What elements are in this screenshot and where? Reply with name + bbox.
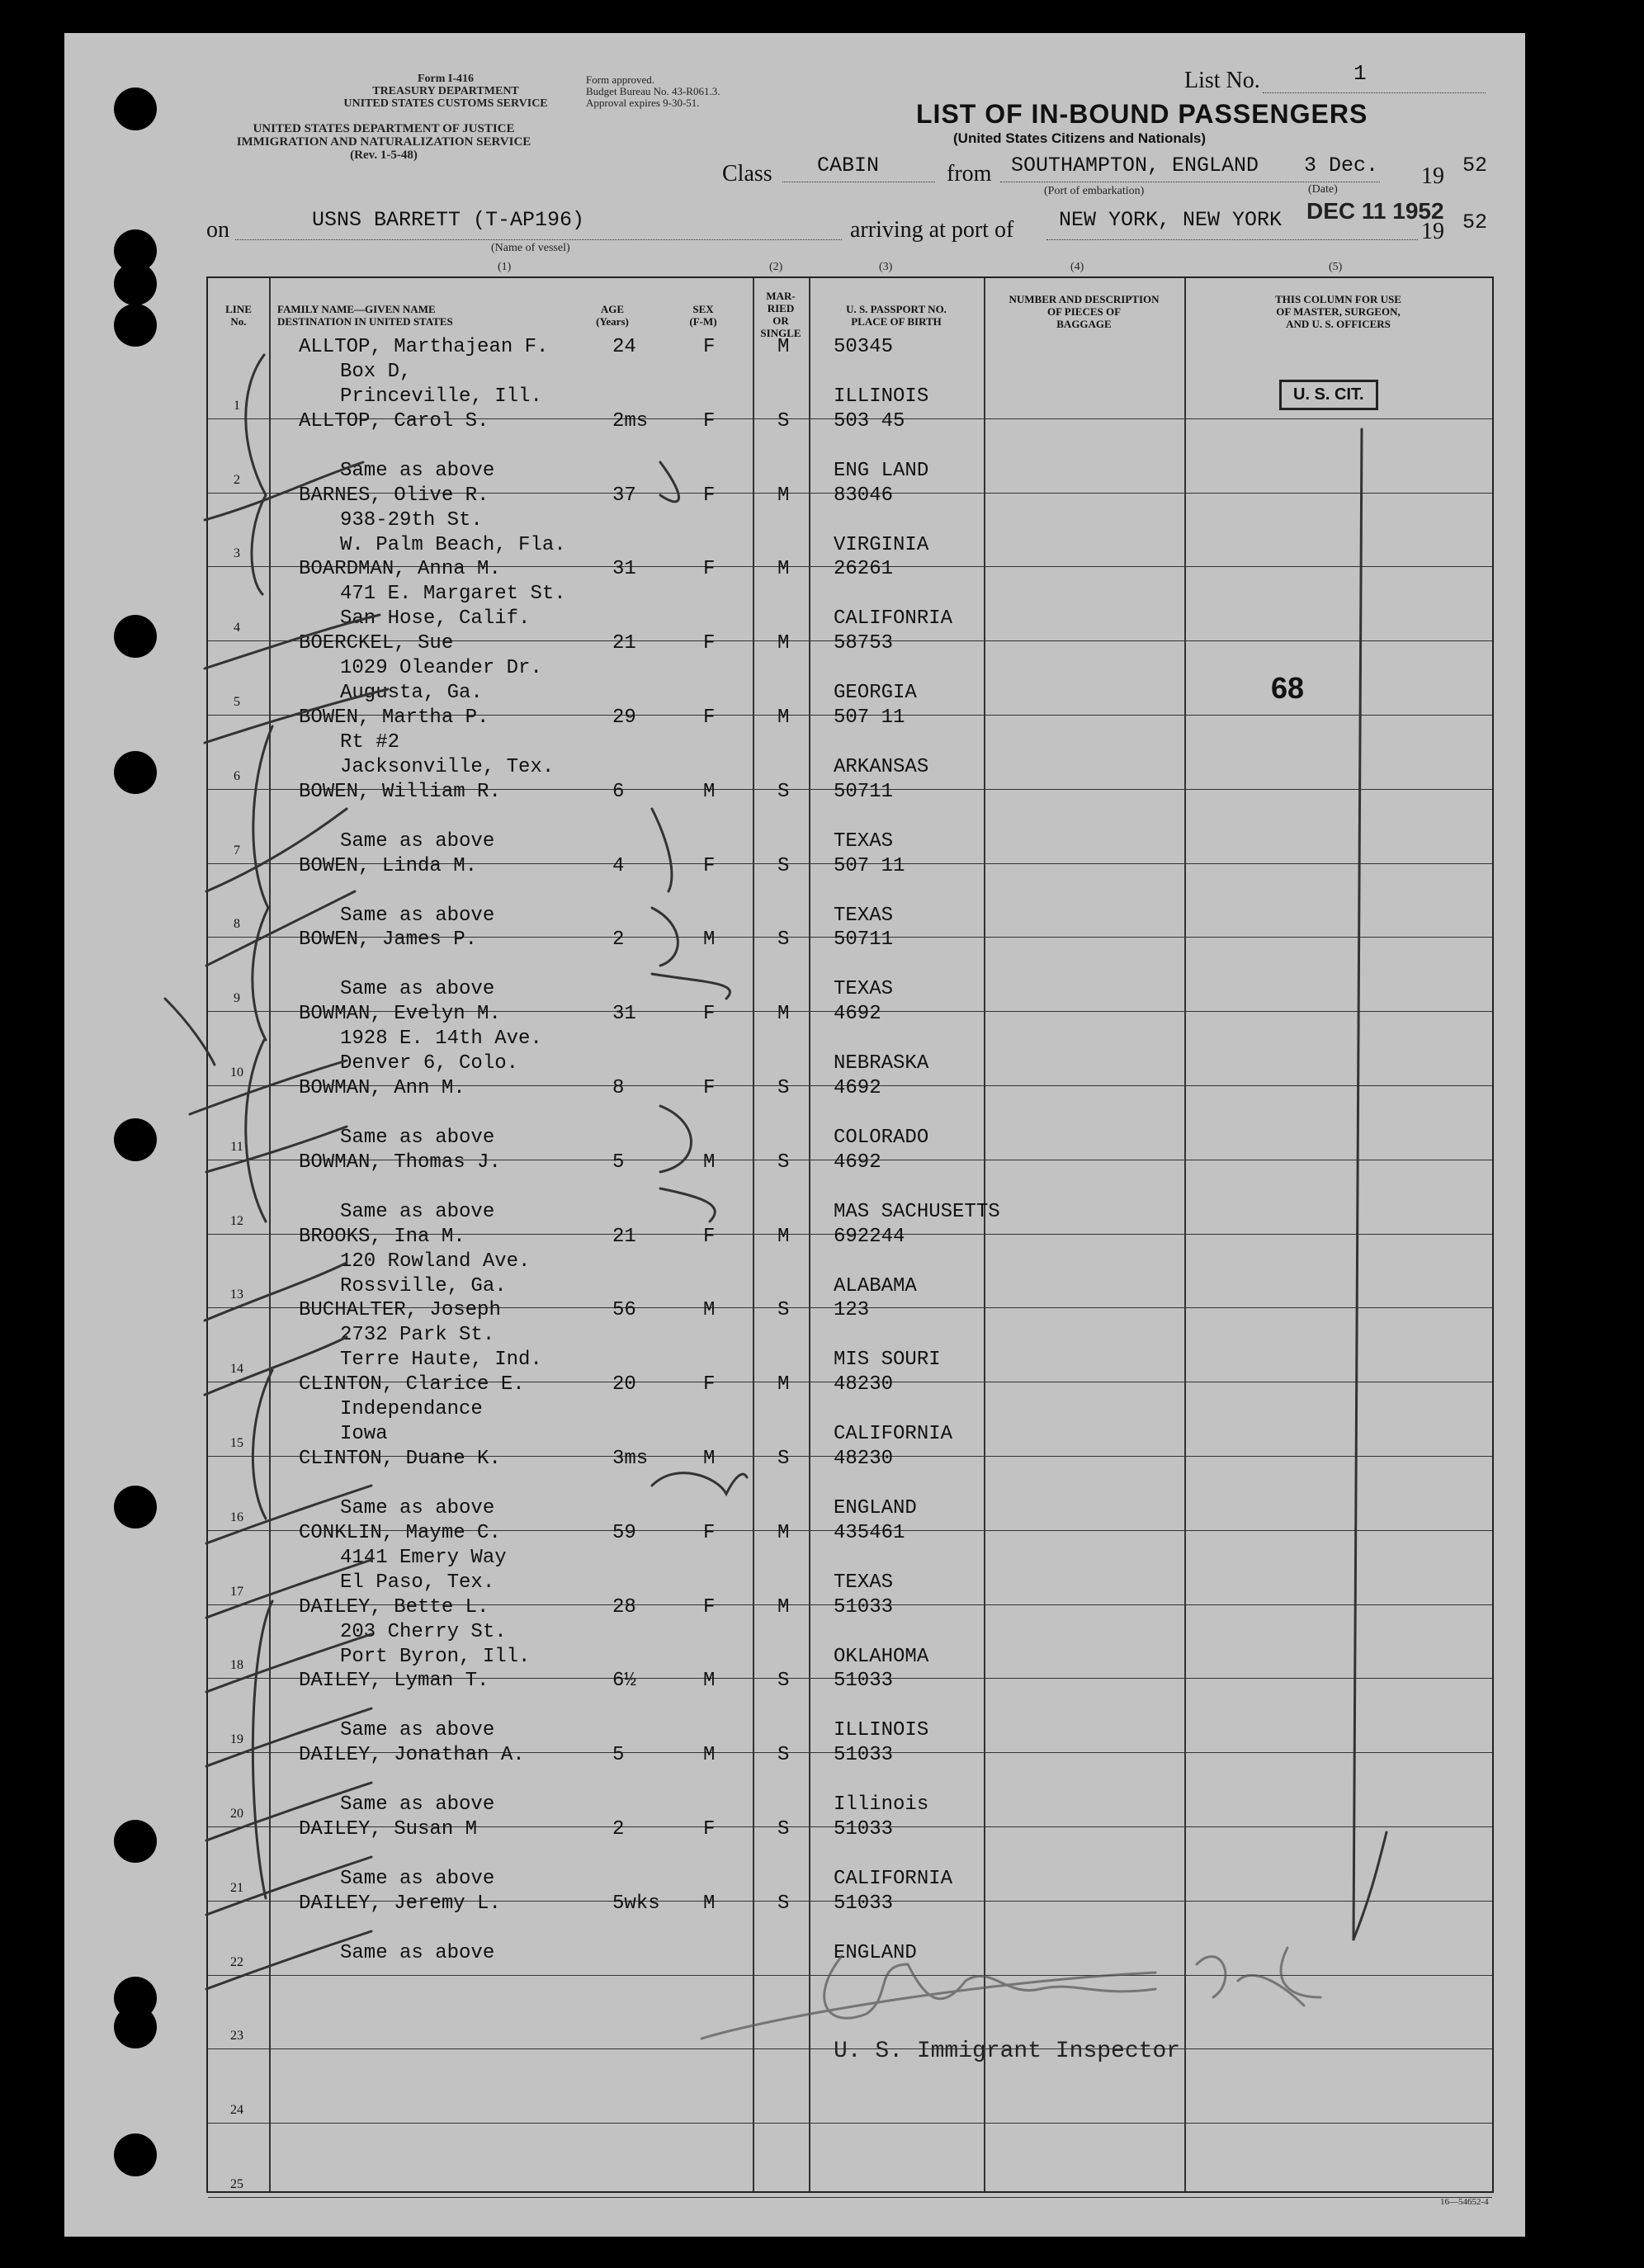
on-label: on: [206, 217, 229, 243]
document-title: LIST OF IN-BOUND PASSENGERS: [916, 99, 1368, 129]
list-no-value: 1: [1353, 61, 1367, 86]
age-value: 2ms: [612, 409, 649, 432]
initial-mark: [660, 462, 679, 502]
line-number: 22: [230, 1954, 243, 1969]
sex-value: F: [703, 1818, 716, 1840]
port-caption: (Port of embarkation): [1044, 185, 1145, 197]
place-of-birth: CALIFORNIA: [834, 1868, 953, 1890]
line-number: 6: [234, 768, 240, 783]
marital-status: M: [777, 632, 790, 655]
check-stroke: [205, 1263, 347, 1321]
budget-bureau: Budget Bureau No. 43-R061.3.: [586, 85, 720, 97]
passport-number: 51033: [834, 1892, 894, 1915]
sex-value: F: [703, 336, 716, 358]
check-stroke: [165, 999, 215, 1065]
marital-status: S: [777, 409, 790, 432]
passport-number: 51033: [834, 1595, 894, 1618]
initial-mark: [652, 1473, 747, 1494]
address-line: Same as above: [340, 1868, 495, 1890]
date-caption: (Date): [1308, 183, 1338, 196]
sex-value: M: [703, 928, 716, 952]
place-of-birth: TEXAS: [834, 1571, 894, 1594]
passenger-name: BOARDMAN, Anna M.: [299, 558, 501, 581]
marital-status: M: [777, 1225, 790, 1248]
age-value: 31: [612, 558, 636, 581]
check-stroke: [206, 1634, 371, 1692]
sex-value: F: [703, 558, 716, 581]
vertical-line: [1353, 429, 1362, 1940]
place-of-birth: CALIFORNIA: [834, 1423, 953, 1446]
list-no-label: List No.: [1184, 68, 1260, 93]
passenger-name: BOWEN, Martha P.: [299, 706, 489, 729]
address-line: Same as above: [340, 829, 495, 853]
address-line: Same as above: [340, 1497, 495, 1519]
line-number: 15: [230, 1436, 243, 1450]
pen-bracket: [253, 1370, 272, 1519]
passport-number: 50711: [834, 780, 894, 803]
port-of-embarkation: SOUTHAMPTON, ENGLAND: [1011, 154, 1259, 177]
col-num-5: (5): [1329, 261, 1343, 273]
marital-status: S: [777, 1670, 790, 1693]
col-head-married: MAR- RIED OR SINGLE: [760, 290, 801, 339]
passenger-count: 68: [1271, 671, 1305, 705]
address-line: Same as above: [340, 1127, 495, 1149]
address-line: 1928 E. 14th Ave.: [340, 1028, 542, 1051]
place-of-birth: ILLINOIS: [834, 1719, 929, 1742]
age-value: 4: [612, 854, 625, 877]
initial-mark: [652, 809, 730, 999]
address-line: Same as above: [340, 1793, 495, 1817]
col-num-2: (2): [769, 261, 783, 273]
passport-number: 507 11: [834, 854, 905, 877]
marital-status: S: [777, 1818, 790, 1840]
passenger-name: BARNES, Olive R.: [299, 484, 489, 507]
approval-expires: Approval expires 9-30-51.: [586, 97, 700, 109]
address-line: W. Palm Beach, Fla.: [340, 533, 566, 556]
address-line: Terre Haute, Ind.: [340, 1349, 542, 1372]
passenger-name: BOWMAN, Ann M.: [299, 1077, 465, 1099]
passenger-name: CONKLIN, Mayme C.: [299, 1521, 501, 1544]
marital-status: S: [777, 1077, 790, 1099]
col-head-sex: SEX (F-M): [689, 303, 717, 328]
place-of-birth: TEXAS: [834, 978, 894, 1001]
age-value: 6½: [612, 1670, 636, 1693]
revision-date: (Rev. 1-5-48): [350, 149, 418, 162]
passenger-name: BUCHALTER, Joseph: [299, 1299, 501, 1322]
passport-number: 507 11: [834, 706, 905, 729]
age-value: 21: [612, 1225, 636, 1248]
check-stroke: [205, 615, 380, 669]
passenger-name: BOWEN, James P.: [299, 928, 478, 952]
check-stroke: [206, 1486, 371, 1543]
age-value: 5: [612, 1744, 625, 1767]
passport-number: 50345: [834, 336, 894, 358]
col-head-passport: U. S. PASSPORT NO. PLACE OF BIRTH: [846, 303, 947, 328]
pen-bracket: [246, 1040, 266, 1221]
place-of-birth: TEXAS: [834, 904, 894, 927]
passport-number: 51033: [834, 1744, 894, 1767]
place-of-birth: VIRGINIA: [834, 533, 929, 556]
passport-number: 26261: [834, 558, 894, 581]
place-of-birth: TEXAS: [834, 829, 894, 853]
marital-status: M: [777, 706, 790, 729]
address-line: Rossville, Ga.: [340, 1274, 507, 1297]
age-value: 59: [612, 1521, 636, 1544]
line-number: 20: [230, 1807, 243, 1821]
age-value: 8: [612, 1077, 625, 1099]
pen-bracket: [253, 1601, 272, 1898]
check-stroke: [206, 1708, 371, 1766]
age-value: 24: [612, 336, 636, 358]
place-of-birth: COLORADO: [834, 1127, 929, 1149]
arrival-date-stamp: DEC 11 1952: [1306, 198, 1444, 224]
place-of-birth: GEORGIA: [834, 682, 917, 705]
line-number: 10: [230, 1065, 243, 1080]
line-number: 4: [234, 621, 240, 636]
passenger-name: CLINTON, Clarice E.: [299, 1373, 525, 1396]
check-stroke: [206, 1857, 371, 1915]
address-line: Same as above: [340, 1200, 495, 1223]
check-stroke: [205, 462, 363, 520]
sex-value: M: [703, 1448, 716, 1470]
col-head-baggage: NUMBER AND DESCRIPTION OF PIECES OF BAGGAGE: [1009, 293, 1160, 330]
address-line: Iowa: [340, 1423, 388, 1446]
line-number: 14: [230, 1362, 243, 1377]
passenger-name: ALLTOP, Carol S.: [299, 409, 489, 432]
place-of-birth: ILLINOIS: [834, 385, 929, 408]
address-line: 2732 Park St.: [340, 1324, 495, 1347]
address-line: Denver 6, Colo.: [340, 1052, 519, 1075]
sex-value: M: [703, 1670, 716, 1693]
sex-value: M: [703, 1151, 716, 1174]
passport-number: 58753: [834, 632, 894, 655]
doj-title: UNITED STATES DEPARTMENT OF JUSTICE: [253, 122, 515, 135]
sex-value: M: [703, 1744, 716, 1767]
arrival-year: 52: [1462, 210, 1488, 234]
passport-number: 692244: [834, 1225, 905, 1248]
passenger-name: BOWEN, Linda M.: [299, 854, 478, 877]
line-number: 1: [234, 398, 240, 413]
line-number: 3: [234, 546, 240, 561]
age-value: 31: [612, 1003, 636, 1026]
age-value: 2: [612, 1818, 625, 1840]
passport-number: 4692: [834, 1151, 881, 1174]
passport-number: 4692: [834, 1077, 881, 1099]
class-value: CABIN: [817, 154, 880, 177]
passenger-name: DAILEY, Bette L.: [299, 1595, 489, 1618]
sex-value: F: [703, 1373, 716, 1396]
line-number: 5: [234, 695, 240, 709]
us-citizen-stamp: U. S. CIT.: [1279, 380, 1378, 410]
vertical-line: [1353, 1832, 1387, 1940]
sex-value: F: [703, 632, 716, 655]
address-line: 938-29th St.: [340, 508, 483, 532]
address-line: 4141 Emery Way: [340, 1546, 507, 1569]
passport-number: 48230: [834, 1373, 894, 1396]
address-line: Princeville, Ill.: [340, 385, 542, 408]
vessel-caption: (Name of vessel): [491, 242, 570, 254]
place-of-birth: NEBRASKA: [834, 1052, 929, 1075]
passport-number: 503 45: [834, 409, 905, 432]
age-value: 20: [612, 1373, 636, 1396]
arrival-port: NEW YORK, NEW YORK: [1059, 208, 1283, 232]
place-of-birth: ARKANSAS: [834, 756, 929, 778]
marital-status: M: [777, 1003, 790, 1026]
passenger-name: CLINTON, Duane K.: [299, 1448, 501, 1470]
place-of-birth: ENGLAND: [834, 1941, 917, 1964]
address-line: Port Byron, Ill.: [340, 1645, 531, 1668]
departure-date: 3 Dec.: [1304, 154, 1379, 177]
sex-value: F: [703, 1003, 716, 1026]
age-value: 5wks: [612, 1892, 660, 1915]
marital-status: S: [777, 1151, 790, 1174]
marital-status: S: [777, 854, 790, 877]
passenger-name: BOERCKEL, Sue: [299, 632, 454, 655]
line-number: 13: [230, 1288, 243, 1302]
marital-status: M: [777, 1373, 790, 1396]
place-of-birth: ENG LAND: [834, 459, 929, 482]
line-number: 8: [234, 917, 240, 932]
year-prefix: 19: [1421, 163, 1444, 189]
marital-status: M: [777, 1595, 790, 1618]
inspector-signature: [702, 1948, 1320, 2039]
customs-service: UNITED STATES CUSTOMS SERVICE: [343, 97, 548, 110]
line-number: 21: [230, 1880, 243, 1895]
line-number: 16: [230, 1510, 243, 1524]
pen-bracket: [253, 726, 272, 1040]
place-of-birth: ALABAMA: [834, 1274, 917, 1297]
address-line: Rt #2: [340, 731, 400, 754]
col-num-4: (4): [1070, 261, 1084, 273]
place-of-birth: MAS SACHUSETTS: [834, 1200, 1000, 1223]
passenger-name: ALLTOP, Marthajean F.: [299, 336, 549, 358]
passenger-name: BROOKS, Ina M.: [299, 1225, 465, 1248]
departure-year: 52: [1462, 154, 1488, 177]
passport-number: 48230: [834, 1448, 894, 1470]
address-line: El Paso, Tex.: [340, 1571, 495, 1594]
place-of-birth: MIS SOURI: [834, 1349, 941, 1372]
passenger-name: BOWMAN, Thomas J.: [299, 1151, 501, 1174]
arriving-label: arriving at port of: [850, 217, 1014, 243]
address-line: Same as above: [340, 978, 495, 1001]
passport-number: 51033: [834, 1670, 894, 1693]
sex-value: M: [703, 1892, 716, 1915]
place-of-birth: OKLAHOMA: [834, 1645, 929, 1668]
line-number: 19: [230, 1732, 243, 1747]
sex-value: F: [703, 706, 716, 729]
marital-status: S: [777, 1448, 790, 1470]
passenger-name: BOWMAN, Evelyn M.: [299, 1003, 501, 1026]
age-value: 28: [612, 1595, 636, 1618]
passport-number: 123: [834, 1299, 870, 1322]
ins-title: IMMIGRATION AND NATURALIZATION SERVICE: [236, 135, 531, 149]
place-of-birth: Illinois: [834, 1793, 929, 1817]
passenger-name: BOWEN, William R.: [299, 780, 501, 803]
address-line: 203 Cherry St.: [340, 1620, 507, 1643]
sex-value: F: [703, 1077, 716, 1099]
line-number: 23: [230, 2029, 243, 2044]
address-line: Jacksonville, Tex.: [340, 756, 555, 778]
form-approved: Form approved.: [586, 73, 655, 86]
check-stroke: [206, 891, 355, 966]
line-number: 24: [230, 2103, 243, 2118]
marital-status: S: [777, 928, 790, 952]
marital-status: M: [777, 558, 790, 581]
col-num-3: (3): [879, 261, 893, 273]
line-number: 7: [234, 843, 240, 858]
check-stroke: [206, 809, 347, 891]
address-line: 471 E. Margaret St.: [340, 583, 566, 606]
sex-value: F: [703, 409, 716, 432]
initial-mark: [660, 1106, 715, 1221]
line-number: 17: [230, 1584, 243, 1599]
address-line: Same as above: [340, 459, 495, 482]
check-stroke: [206, 1931, 371, 1989]
place-of-birth: CALIFONRIA: [834, 607, 953, 631]
address-line: Same as above: [340, 1719, 495, 1742]
col-num-1: (1): [498, 261, 512, 273]
col-head-age: AGE (Years): [596, 303, 629, 328]
form-number: Form I-416: [417, 73, 475, 85]
marital-status: S: [777, 780, 790, 803]
line-number: 9: [234, 991, 240, 1006]
line-number: 25: [230, 2177, 243, 2191]
sex-value: F: [703, 1225, 716, 1248]
vessel-name: USNS BARRETT (T-AP196): [312, 208, 585, 232]
marital-status: M: [777, 484, 790, 507]
age-value: 3ms: [612, 1448, 649, 1470]
address-line: Same as above: [340, 1941, 495, 1964]
document-subtitle: (United States Citizens and Nationals): [953, 130, 1207, 146]
passenger-name: DAILEY, Jeremy L.: [299, 1892, 501, 1915]
passenger-name: DAILEY, Susan M: [299, 1818, 478, 1840]
immigrant-inspector-label: U. S. Immigrant Inspector: [834, 2039, 1181, 2064]
marital-status: S: [777, 1299, 790, 1322]
col-head-officers: THIS COLUMN FOR USE OF MASTER, SURGEON, AND U. S. OFFICERS: [1275, 293, 1401, 330]
year-prefix-arrival: 19: [1421, 219, 1444, 244]
check-stroke: [190, 1061, 347, 1114]
address-line: Independance: [340, 1398, 483, 1421]
passport-number: 4692: [834, 1003, 881, 1026]
line-number: 18: [230, 1658, 243, 1673]
marital-status: S: [777, 1744, 790, 1767]
sex-value: F: [703, 1595, 716, 1618]
passport-number: 51033: [834, 1818, 894, 1840]
address-line: 1029 Oleander Dr.: [340, 657, 542, 680]
address-line: Box D,: [340, 361, 412, 383]
marital-status: M: [777, 336, 790, 358]
form-print-code: 16—54652-4: [1440, 2197, 1489, 2207]
passenger-name: DAILEY, Jonathan A.: [299, 1744, 525, 1767]
age-value: 29: [612, 706, 636, 729]
age-value: 56: [612, 1299, 636, 1322]
age-value: 5: [612, 1151, 625, 1174]
passport-number: 50711: [834, 928, 894, 952]
age-value: 21: [612, 632, 636, 655]
marital-status: S: [777, 1892, 790, 1915]
col-head-name: FAMILY NAME—GIVEN NAME DESTINATION IN UNITED STATES: [277, 303, 453, 328]
sex-value: F: [703, 484, 716, 507]
from-label: from: [947, 161, 992, 187]
treasury-dept: TREASURY DEPARTMENT: [372, 85, 519, 97]
passport-number: 435461: [834, 1521, 905, 1544]
line-number: 11: [230, 1139, 243, 1154]
marital-status: M: [777, 1521, 790, 1544]
age-value: 2: [612, 928, 625, 952]
line-number: 2: [234, 472, 240, 487]
class-label: Class: [722, 161, 772, 187]
check-stroke: [206, 1783, 371, 1840]
line-number: 12: [230, 1213, 243, 1228]
address-line: 120 Rowland Ave.: [340, 1250, 531, 1273]
sex-value: M: [703, 1299, 716, 1322]
passenger-name: DAILEY, Lyman T.: [299, 1670, 489, 1693]
pen-bracket: [246, 355, 266, 594]
place-of-birth: ENGLAND: [834, 1497, 917, 1519]
passport-number: 83046: [834, 484, 894, 507]
sex-value: F: [703, 1521, 716, 1544]
address-line: San Hose, Calif.: [340, 607, 531, 631]
check-stroke: [206, 1127, 347, 1172]
check-stroke: [206, 1560, 371, 1618]
age-value: 37: [612, 484, 636, 507]
col-head-line-no: LINE No.: [225, 303, 252, 328]
check-stroke: [205, 689, 388, 743]
sex-value: F: [703, 854, 716, 877]
sex-value: M: [703, 780, 716, 803]
age-value: 6: [612, 780, 625, 803]
check-stroke: [205, 1337, 347, 1395]
address-line: Augusta, Ga.: [340, 682, 483, 705]
address-line: Same as above: [340, 904, 495, 927]
